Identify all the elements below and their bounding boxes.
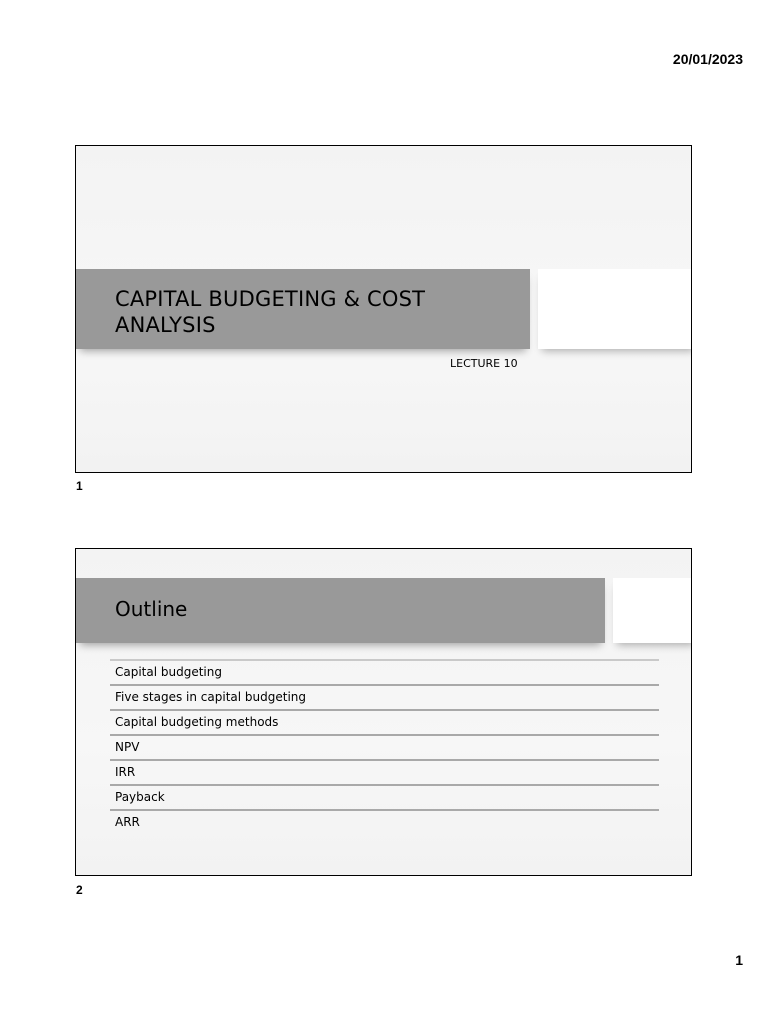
page-number: 1 [735,952,743,968]
title-band [76,578,605,643]
slide-subtitle: LECTURE 10 [450,357,518,370]
title-band [76,269,530,349]
slide-1 [75,145,692,473]
list-item: Capital budgeting methods [110,711,659,736]
slide-number-1: 1 [76,479,83,493]
list-item: Payback [110,786,659,811]
slide-title: Outline [115,597,188,621]
list-item: Capital budgeting [110,661,659,686]
list-item: NPV [110,736,659,761]
title-accent-block [538,269,692,349]
title-accent-block [613,578,692,643]
page-date: 20/01/2023 [672,51,743,67]
slide-title: CAPITAL BUDGETING & COST ANALYSIS [115,287,426,337]
outline-list [110,659,659,834]
slide-2 [75,548,692,876]
slide-number-2: 2 [76,883,83,897]
list-item: ARR [115,815,140,829]
list-item: Five stages in capital budgeting [110,686,659,711]
list-item: IRR [110,761,659,786]
